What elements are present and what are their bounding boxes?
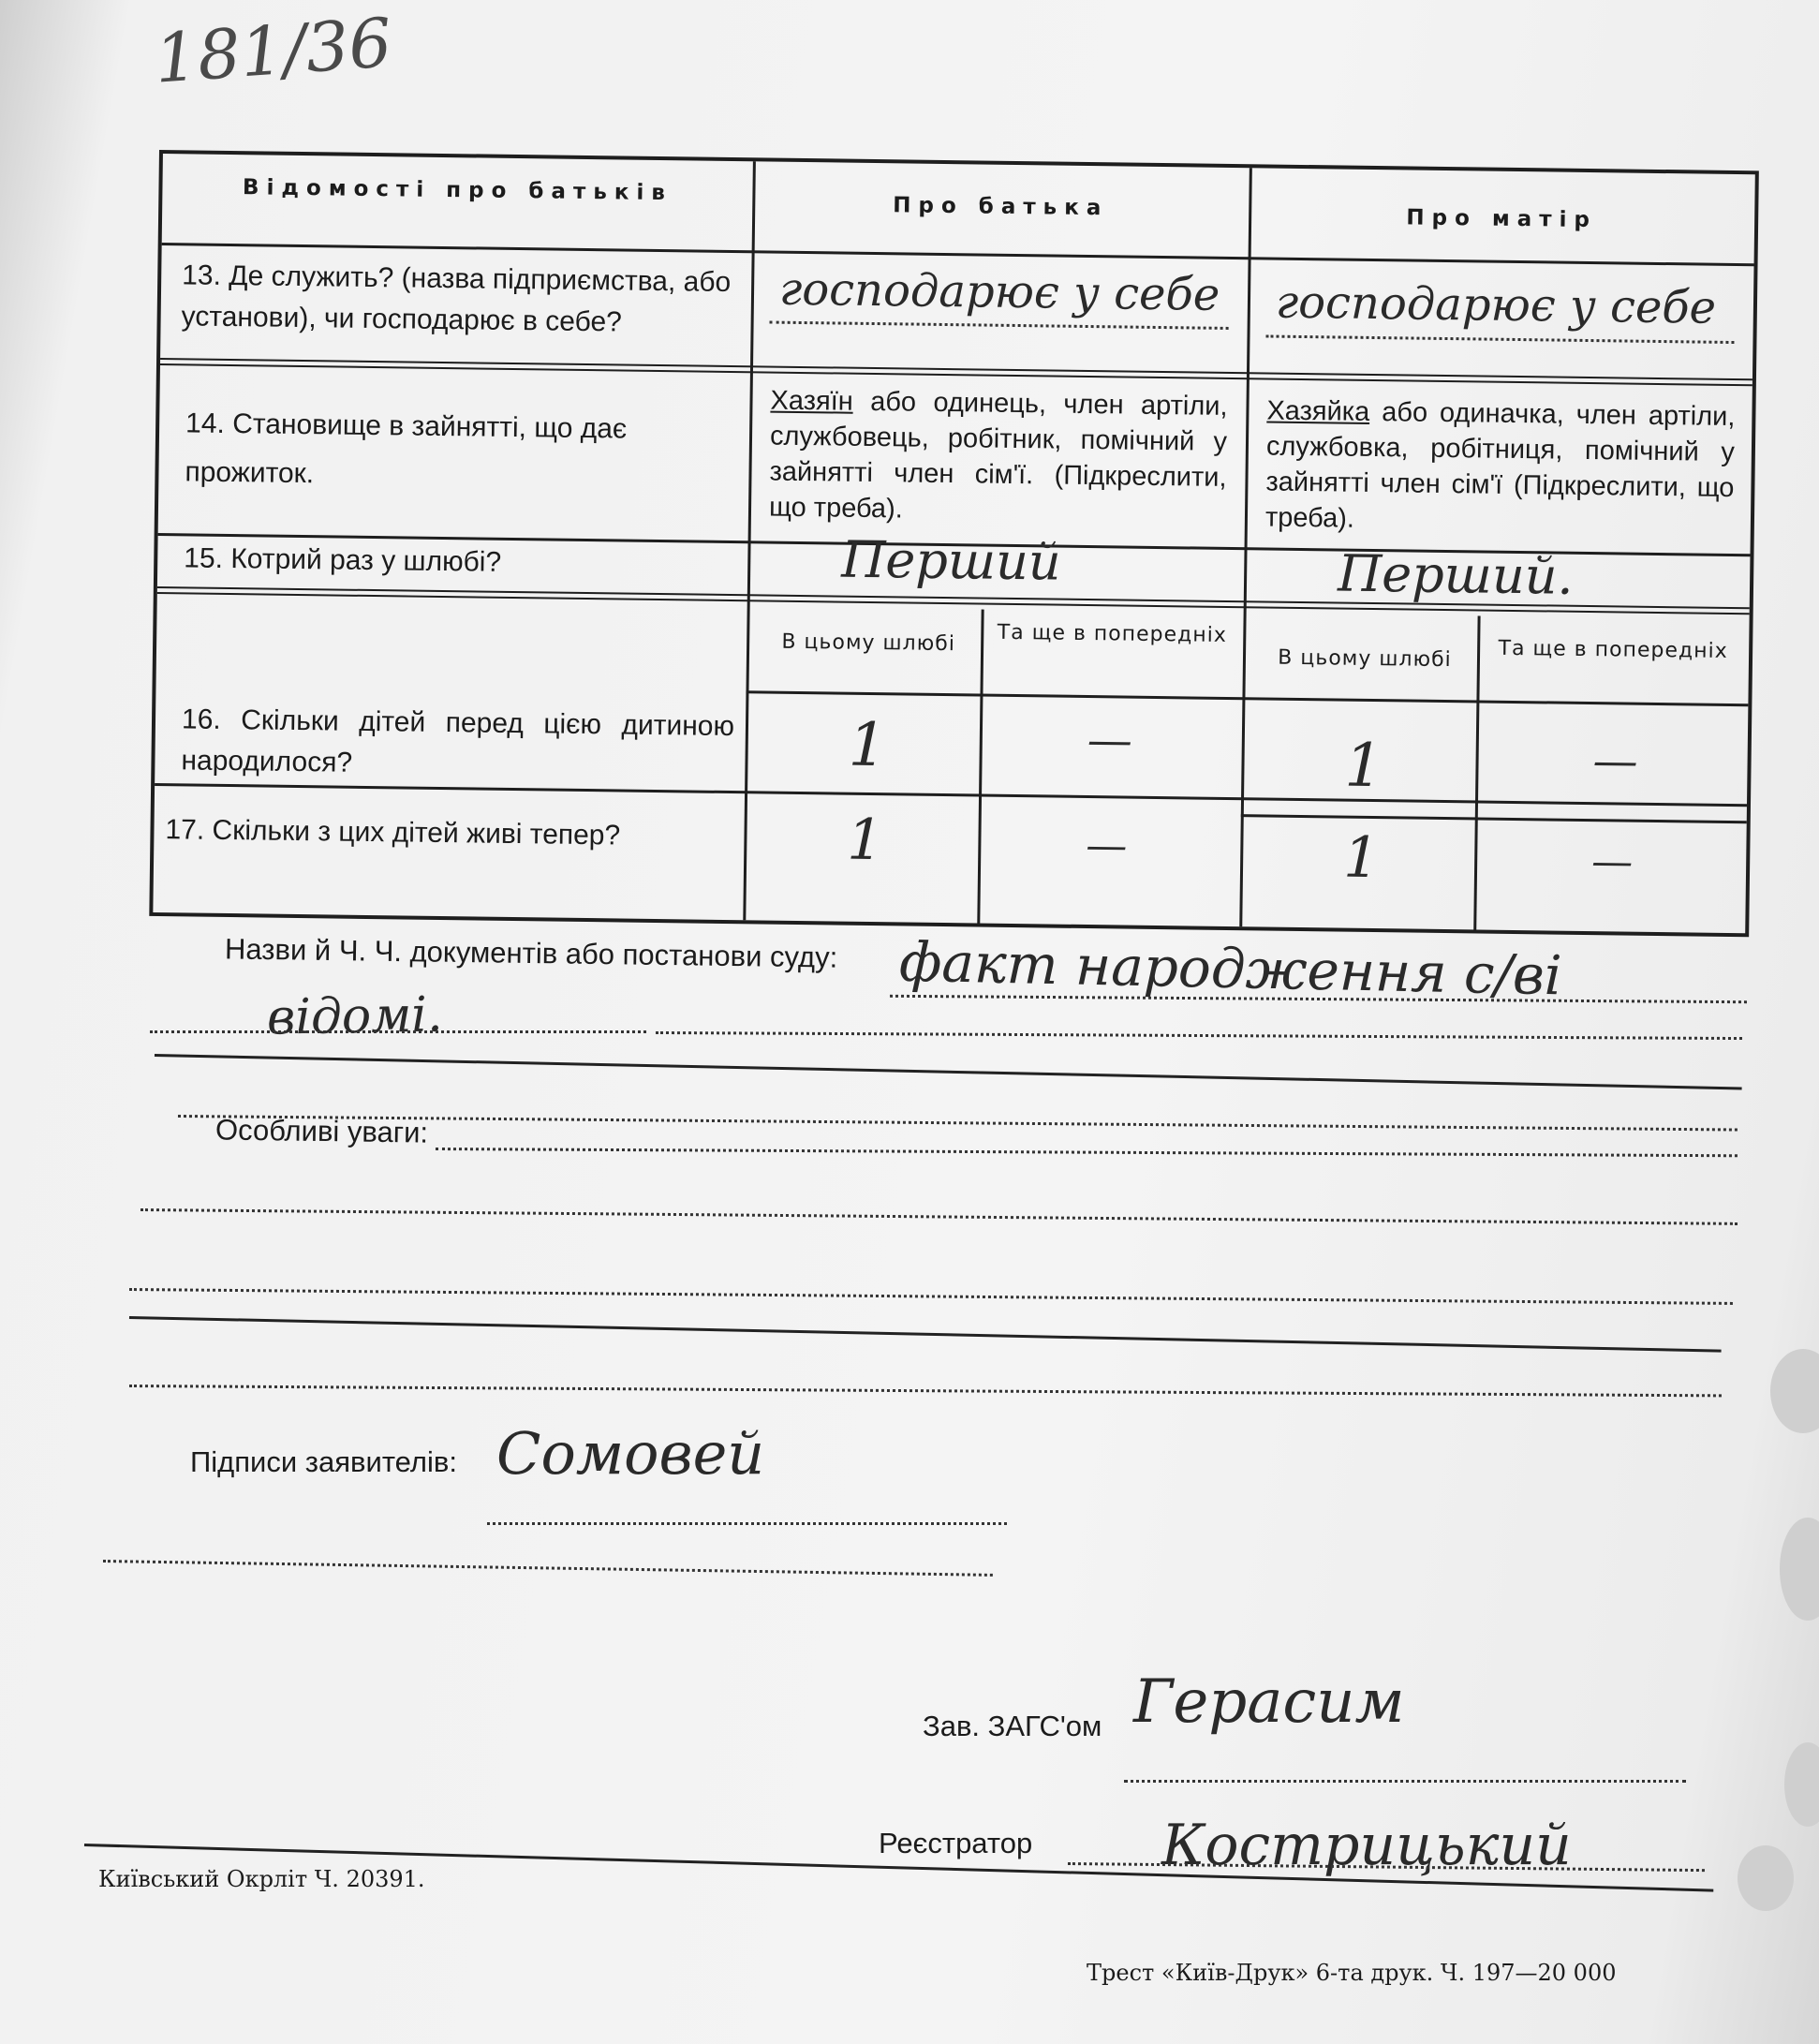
- q17-mother-previous: —: [1590, 837, 1634, 886]
- subheader-father-previous: Та ще в попередніх: [997, 620, 1228, 647]
- head-registry-label: Зав. ЗАГС'ом: [923, 1710, 1102, 1742]
- question-17: 17. Скільки з цих дітей живі тепер?: [165, 814, 621, 852]
- subheader-father-this: В цьому шлюбі: [781, 629, 956, 657]
- q13-father-answer: господарює у себе: [778, 262, 1220, 321]
- divider-line: [129, 1316, 1722, 1353]
- documents-line: [656, 1031, 1742, 1040]
- q14-father-underlined: Хазяїн: [770, 385, 853, 417]
- applicants-label: Підписи заявителів:: [190, 1445, 457, 1478]
- documents-value-line2: відомі.: [266, 986, 443, 1046]
- question-14: 14. Становище в зайнятті, що дає прожиток.: [185, 407, 628, 490]
- header-mother: Про матір: [1406, 205, 1598, 233]
- q15-mother-answer: Перший.: [1337, 543, 1575, 606]
- applicants-signature: Сомовей: [496, 1419, 765, 1488]
- paper-damage: [1770, 1349, 1819, 1433]
- q16-mother-this: 1: [1344, 731, 1383, 802]
- head-registry-signature: Герасим: [1133, 1667, 1405, 1737]
- documents-label: Назви й Ч. Ч. документів або постанови суду:: [224, 932, 838, 974]
- q14-father-text: або одинець, член артіли, службовець, робітник, помічний у зайнятті член сім'ї. (Підкреслити, що треба).: [768, 386, 1228, 525]
- remarks-line: [436, 1148, 1738, 1157]
- q13-mother-answer: господарює у себе: [1275, 275, 1717, 334]
- header-info: Відомості про батьків: [242, 175, 673, 206]
- subheader-mother-this: В цьому шлюбі: [1278, 645, 1452, 673]
- registrar-signature: Кострицький: [1161, 1813, 1572, 1878]
- registrar-label: Реєстратор: [879, 1827, 1033, 1859]
- q16-mother-previous: —: [1592, 734, 1638, 788]
- q14-father-options: [769, 383, 1228, 531]
- divider-line: [155, 1054, 1742, 1089]
- q17-mother-this: 1: [1342, 824, 1380, 892]
- parents-info-table: [149, 150, 1759, 937]
- remarks-line: [140, 1208, 1738, 1225]
- q17-father-previous: —: [1086, 822, 1128, 870]
- table-rule: [160, 358, 1752, 386]
- archive-number: 181/36: [152, 3, 394, 98]
- header-father: Про батька: [893, 193, 1109, 221]
- signature-line: [103, 1560, 993, 1577]
- signature-line: [487, 1522, 1007, 1525]
- table-rule: [155, 783, 1747, 807]
- signature-line: [1124, 1780, 1686, 1783]
- remarks-line: [129, 1288, 1733, 1305]
- answer-line: [1265, 334, 1734, 344]
- q14-mother-options: [1265, 393, 1736, 542]
- question-13: 13. Де служить? (назва підприємства, або установи), чи господарює в себе?: [181, 259, 732, 338]
- paper-damage: [1780, 1518, 1819, 1621]
- q16-father-previous: —: [1087, 714, 1133, 767]
- q17-father-this: 1: [846, 807, 884, 874]
- question-16: 16. Скільки дітей перед цією дитиною народилося?: [181, 704, 735, 778]
- remarks-label: Особливі уваги:: [214, 1113, 429, 1149]
- answer-line: [770, 321, 1229, 330]
- documents-value-line1: факт народження с/ві: [898, 929, 1563, 1008]
- paper-damage: [1738, 1845, 1794, 1911]
- q16-father-this: 1: [848, 710, 887, 781]
- footer-printer-left: Київський Окрліт Ч. 20391.: [98, 1866, 425, 1892]
- subheader-mother-previous: Та ще в попередніх: [1498, 636, 1728, 663]
- q14-mother-underlined: Хазяйка: [1266, 395, 1370, 427]
- documents-line: [150, 1030, 646, 1033]
- q14-mother-text: або одиначка, член артіли, службовка, робітниця, помічний у зайнятті член сім'ї (Підкреслити, що треба).: [1264, 397, 1736, 534]
- remarks-line: [129, 1385, 1722, 1397]
- footer-printer-right: Трест «Київ-Друк» 6-та друк. Ч. 197—20 000: [1087, 1960, 1617, 1986]
- q15-father-answer: Перший: [840, 529, 1062, 592]
- table-rule: [1241, 814, 1747, 823]
- table-rule: [746, 690, 1748, 706]
- paper-damage: [1784, 1742, 1819, 1827]
- question-15: 15. Котрий раз у шлюбі?: [184, 542, 502, 578]
